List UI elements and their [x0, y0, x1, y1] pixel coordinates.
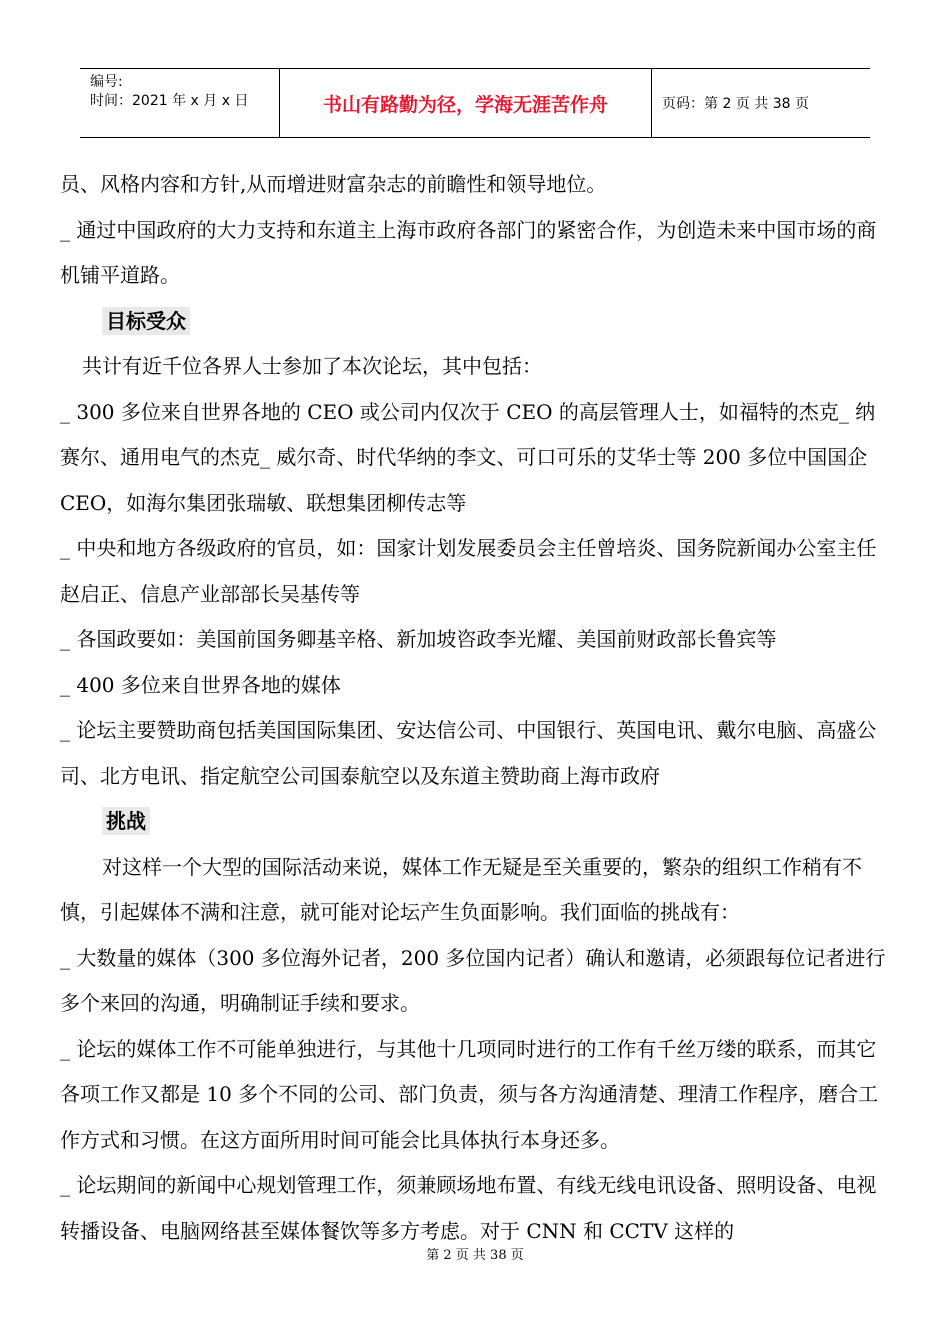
section-heading	[60, 799, 890, 845]
paragraph: _ 大数量的媒体（300 多位海外记者，200 多位国内记者）确认和邀请，必须跟每位记者进行多个来回的沟通，明确制证手续和要求。	[60, 945, 886, 1015]
section-heading-text: 挑战	[102, 807, 150, 835]
paragraph: _ 通过中国政府的大力支持和东道主上海市政府各部门的紧密合作，为创造未来中国市场的商机铺平道路。	[60, 217, 877, 287]
header-page-number: 页码：第 2 页 共 38 页	[662, 96, 809, 112]
document-body	[60, 162, 890, 1254]
document-number-label: 编号:	[90, 74, 123, 90]
section-heading	[60, 299, 890, 345]
paragraph: _ 论坛期间的新闻中心规划管理工作，须兼顾场地布置、有线无线电讯设备、照明设备、电视转播设备、电脑网络甚至媒体餐饮等多方考虑。对于 CNN 和 CCTV 这样的	[60, 1173, 877, 1243]
paragraph: _ 300 多位来自世界各地的 CEO 或公司内仅次于 CEO 的高层管理人士，如福特的杰克_ 纳赛尔、通用电气的杰克_ 威尔奇、时代华纳的李文、可口可乐的艾华士等 200 多位中国国企 CEO，如海尔集团张瑞敏、联想集团柳传志等	[60, 399, 876, 515]
paragraph: _ 各国政要如：美国前国务卿基辛格、新加坡咨政李光耀、美国前财政部长鲁宾等	[60, 627, 777, 651]
page-footer: 第 2 页 共 38 页	[426, 1248, 524, 1263]
paragraph: 员、风格内容和方针,从而增进财富杂志的前瞻性和领导地位。	[60, 172, 607, 196]
paragraph: 共计有近千位各界人士参加了本次论坛，其中包括：	[82, 354, 542, 378]
page-header	[80, 68, 870, 138]
section-heading-text: 目标受众	[102, 307, 190, 335]
paragraph: 对这样一个大型的国际活动来说，媒体工作无疑是至关重要的，繁杂的组织工作稍有不慎，引起媒体不满和注意，就可能对论坛产生负面影响。我们面临的挑战有：	[60, 854, 862, 924]
paragraph: _ 论坛主要赞助商包括美国国际集团、安达信公司、中国银行、英国电讯、戴尔电脑、高盛公司、北方电讯、指定航空公司国泰航空以及东道主赞助商上海市政府	[60, 718, 877, 788]
header-motto: 书山有路勤为径，学海无涯苦作舟	[280, 69, 652, 137]
paragraph: _ 400 多位来自世界各地的媒体	[60, 672, 341, 697]
paragraph: _ 论坛的媒体工作不可能单独进行，与其他十几项同时进行的工作有千丝万缕的联系，而其它各项工作又都是 10 多个不同的公司、部门负责，须与各方沟通清楚、理清工作程序，磨合工作方式和习惯。在这方面所用时间可能会比具体执行本身还多。	[60, 1036, 879, 1152]
document-date: 时间：2021 年 x 月 x 日	[90, 93, 249, 109]
header-meta	[80, 69, 280, 137]
paragraph: _ 中央和地方各级政府的官员，如：国家计划发展委员会主任曾培炎、国务院新闻办公室主任赵启正、信息产业部部长吴基传等	[60, 536, 877, 606]
